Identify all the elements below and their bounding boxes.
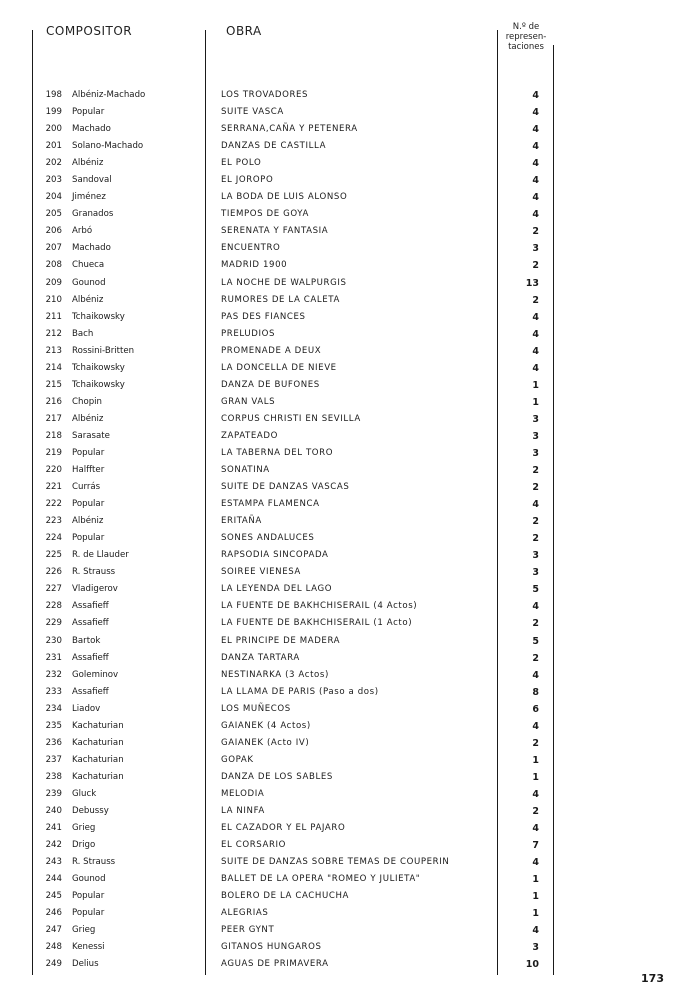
row-composer: Chopin [72, 396, 102, 407]
row-number: 219 [45, 447, 62, 458]
row-work: ENCUENTRO [221, 243, 281, 254]
row-number: 202 [45, 158, 62, 169]
row-number: 242 [45, 840, 62, 851]
row-composer: Albéniz [72, 516, 104, 527]
table-row [0, 667, 684, 684]
row-representations: 4 [532, 192, 539, 204]
row-composer: Rossini-Britten [72, 345, 135, 356]
row-representations: 4 [532, 601, 539, 613]
table-row [0, 377, 684, 394]
table-row [0, 326, 684, 343]
header-composer: COMPOSITOR [46, 24, 133, 38]
row-work: BALLET DE LA OPERA "ROMEO Y JULIETA" [221, 874, 421, 885]
row-number: 209 [45, 277, 62, 288]
row-representations: 4 [532, 362, 539, 374]
row-work: LOS MUÑECOS [221, 703, 291, 714]
row-representations: 3 [532, 413, 539, 425]
row-representations: 3 [532, 243, 539, 255]
table-row [0, 820, 684, 837]
row-work: LA FUENTE DE BAKHCHISERAIL (4 Actos) [221, 601, 418, 612]
table-row [0, 752, 684, 769]
row-number: 249 [45, 959, 62, 970]
row-composer: Machado [72, 124, 111, 135]
row-composer: Bartok [72, 635, 101, 646]
row-representations: 5 [532, 584, 539, 596]
row-number: 232 [45, 669, 62, 680]
row-work: SUITE DE DANZAS SOBRE TEMAS DE COUPERIN [221, 857, 450, 868]
row-representations: 3 [532, 942, 539, 954]
page-number: 173 [641, 972, 664, 985]
table-row [0, 479, 684, 496]
row-work: SONES ANDALUCES [221, 533, 315, 544]
row-number: 221 [45, 482, 62, 493]
table-row [0, 155, 684, 172]
row-composer: Debussy [72, 805, 109, 816]
row-number: 231 [45, 652, 62, 663]
row-representations: 4 [532, 345, 539, 357]
row-work: PRELUDIOS [221, 328, 276, 339]
row-number: 224 [45, 533, 62, 544]
row-composer: Vladigerov [72, 584, 118, 595]
table-row [0, 411, 684, 428]
row-number: 204 [45, 192, 62, 203]
row-representations: 6 [532, 703, 539, 715]
row-work: EL JOROPO [221, 175, 274, 186]
row-representations: 4 [532, 209, 539, 221]
row-number: 243 [45, 857, 62, 868]
table-row [0, 275, 684, 292]
row-number: 217 [45, 413, 62, 424]
row-representations: 4 [532, 175, 539, 187]
row-representations: 2 [532, 533, 539, 545]
row-composer: Sandoval [72, 175, 112, 186]
row-representations: 1 [532, 754, 539, 766]
header-reps-line-1: N.º de [512, 22, 540, 32]
table-row [0, 462, 684, 479]
row-number: 218 [45, 430, 62, 441]
row-composer: Popular [72, 533, 105, 544]
row-representations: 13 [525, 277, 539, 289]
row-representations: 3 [532, 430, 539, 442]
row-representations: 2 [532, 465, 539, 477]
table-row [0, 547, 684, 564]
row-number: 213 [45, 345, 62, 356]
table-row [0, 240, 684, 257]
table-row [0, 633, 684, 650]
row-composer: Grieg [72, 925, 96, 936]
row-work: CORPUS CHRISTI EN SEVILLA [221, 413, 361, 424]
row-composer: Popular [72, 891, 105, 902]
row-work: ERITAÑA [221, 516, 262, 527]
header-reps-line-2: represen- [505, 32, 547, 42]
table-row [0, 615, 684, 632]
row-number: 220 [45, 465, 62, 476]
row-work: GAIANEK (Acto IV) [221, 737, 310, 748]
row-number: 225 [45, 550, 62, 561]
row-work: LA NINFA [221, 805, 265, 816]
row-work: BOLERO DE LA CACHUCHA [221, 891, 349, 902]
table-row [0, 104, 684, 121]
row-composer: Sarasate [72, 430, 110, 441]
row-number: 199 [45, 107, 62, 118]
header-reps [498, 22, 554, 52]
table-row [0, 257, 684, 274]
header-reps-line-3: taciones [508, 42, 544, 52]
row-number: 222 [45, 499, 62, 510]
row-composer: Albéniz [72, 413, 104, 424]
row-composer: Granados [72, 209, 114, 220]
row-composer: Liadov [72, 703, 101, 714]
row-work: LA BODA DE LUIS ALONSO [221, 192, 348, 203]
row-representations: 4 [532, 107, 539, 119]
row-representations: 4 [532, 158, 539, 170]
row-representations: 5 [532, 635, 539, 647]
row-number: 212 [45, 328, 62, 339]
table-row [0, 769, 684, 786]
row-number: 223 [45, 516, 62, 527]
row-representations: 3 [532, 550, 539, 562]
header-work: OBRA [226, 24, 262, 38]
table-row [0, 121, 684, 138]
row-composer: Jiménez [72, 192, 106, 203]
row-representations: 4 [532, 90, 539, 101]
row-number: 210 [45, 294, 62, 305]
row-representations: 2 [532, 482, 539, 494]
table-row [0, 87, 684, 104]
row-number: 227 [45, 584, 62, 595]
row-number: 205 [45, 209, 62, 220]
row-composer: Popular [72, 107, 105, 118]
row-composer: Gluck [72, 788, 97, 799]
row-composer: Grieg [72, 823, 96, 834]
row-representations: 2 [532, 737, 539, 749]
row-number: 237 [45, 754, 62, 765]
row-work: EL PRINCIPE DE MADERA [221, 635, 341, 646]
row-composer: Assafieff [72, 618, 109, 629]
row-work: LA TABERNA DEL TORO [221, 447, 334, 458]
row-representations: 1 [532, 771, 539, 783]
row-composer: Solano-Machado [72, 141, 144, 152]
table-row [0, 530, 684, 547]
row-composer: Assafieff [72, 601, 109, 612]
row-number: 247 [45, 925, 62, 936]
row-representations: 1 [532, 891, 539, 903]
row-number: 236 [45, 737, 62, 748]
row-work: GITANOS HUNGAROS [221, 942, 322, 953]
row-number: 230 [45, 635, 62, 646]
row-composer: R. de Llauder [72, 550, 129, 561]
table-row [0, 718, 684, 735]
row-work: PEER GYNT [221, 925, 275, 936]
row-composer: Goleminov [72, 669, 119, 680]
table-row [0, 803, 684, 820]
table-row [0, 871, 684, 888]
row-representations: 4 [532, 925, 539, 937]
row-work: MELODIA [221, 788, 265, 799]
row-number: 214 [45, 362, 62, 373]
table-row [0, 650, 684, 667]
row-composer: Delius [72, 959, 99, 970]
row-representations: 4 [532, 857, 539, 869]
table-row [0, 564, 684, 581]
row-representations: 4 [532, 788, 539, 800]
row-work: SERENATA Y FANTASIA [221, 226, 329, 237]
row-work: GOPAK [221, 754, 254, 765]
row-representations: 1 [532, 908, 539, 920]
row-number: 239 [45, 788, 62, 799]
table-row [0, 292, 684, 309]
row-composer: Popular [72, 499, 105, 510]
table-row [0, 939, 684, 956]
row-number: 241 [45, 823, 62, 834]
row-number: 244 [45, 874, 62, 885]
row-composer: Bach [72, 328, 94, 339]
table-row [0, 581, 684, 598]
row-work: MADRID 1900 [221, 260, 288, 271]
row-composer: Chueca [72, 260, 105, 271]
table-row [0, 496, 684, 513]
row-work: PROMENADE A DEUX [221, 345, 322, 356]
row-number: 235 [45, 720, 62, 731]
row-work: EL CORSARIO [221, 840, 287, 851]
row-composer: Gounod [72, 874, 106, 885]
row-representations: 2 [532, 294, 539, 306]
row-number: 198 [45, 90, 62, 100]
row-number: 207 [45, 243, 62, 254]
row-number: 238 [45, 771, 62, 782]
row-composer: Machado [72, 243, 111, 254]
row-representations: 4 [532, 720, 539, 732]
row-representations: 1 [532, 874, 539, 886]
row-number: 203 [45, 175, 62, 186]
table-row [0, 837, 684, 854]
table-row [0, 786, 684, 803]
row-composer: Arbó [72, 226, 93, 237]
table-body [0, 87, 684, 973]
table-row [0, 598, 684, 615]
row-work: TIEMPOS DE GOYA [221, 209, 309, 220]
row-representations: 4 [532, 669, 539, 681]
row-number: 206 [45, 226, 62, 237]
row-representations: 3 [532, 567, 539, 579]
row-number: 208 [45, 260, 62, 271]
table-row [0, 394, 684, 411]
row-number: 226 [45, 567, 62, 578]
table-row [0, 309, 684, 326]
table-row [0, 956, 684, 973]
row-number: 211 [45, 311, 62, 322]
row-representations: 2 [532, 260, 539, 272]
row-work: RUMORES DE LA CALETA [221, 294, 340, 305]
table-row [0, 343, 684, 360]
row-composer: Assafieff [72, 686, 109, 697]
row-representations: 8 [532, 686, 539, 698]
row-composer: R. Strauss [72, 857, 116, 868]
row-number: 200 [45, 124, 62, 135]
row-number: 245 [45, 891, 62, 902]
row-composer: Kachaturian [72, 737, 124, 748]
row-representations: 2 [532, 226, 539, 238]
table-row [0, 922, 684, 939]
row-composer: Albéniz [72, 294, 104, 305]
row-composer: Albéniz [72, 158, 104, 169]
row-composer: Currás [72, 482, 101, 493]
row-number: 229 [45, 618, 62, 629]
row-work: ZAPATEADO [221, 430, 278, 441]
row-number: 233 [45, 686, 62, 697]
table-row [0, 888, 684, 905]
row-work: SUITE VASCA [221, 107, 284, 118]
row-number: 215 [45, 379, 62, 390]
row-number: 228 [45, 601, 62, 612]
row-representations: 4 [532, 499, 539, 511]
row-work: NESTINARKA (3 Actos) [221, 669, 329, 680]
row-representations: 4 [532, 141, 539, 153]
row-composer: Halffter [72, 465, 105, 476]
table-row [0, 854, 684, 871]
row-number: 240 [45, 805, 62, 816]
row-representations: 4 [532, 823, 539, 835]
row-number: 234 [45, 703, 62, 714]
table-row [0, 735, 684, 752]
row-work: DANZA DE BUFONES [221, 379, 320, 390]
row-work: LA DONCELLA DE NIEVE [221, 362, 337, 373]
row-composer: R. Strauss [72, 567, 116, 578]
row-composer: Kachaturian [72, 720, 124, 731]
row-composer: Tchaikowsky [72, 362, 125, 373]
row-work: PAS DES FIANCES [221, 311, 306, 322]
row-work: LA LEYENDA DEL LAGO [221, 584, 333, 595]
row-representations: 1 [532, 379, 539, 391]
row-work: RAPSODIA SINCOPADA [221, 550, 329, 561]
row-work: DANZA TARTARA [221, 652, 300, 663]
row-representations: 2 [532, 652, 539, 664]
row-representations: 4 [532, 124, 539, 136]
row-representations: 4 [532, 311, 539, 323]
row-representations: 2 [532, 618, 539, 630]
row-number: 248 [45, 942, 62, 953]
table-row [0, 206, 684, 223]
row-work: ESTAMPA FLAMENCA [221, 499, 320, 510]
table-row [0, 360, 684, 377]
row-representations: 10 [525, 959, 539, 971]
row-work: LA NOCHE DE WALPURGIS [221, 277, 347, 288]
row-composer: Albéniz-Machado [72, 90, 146, 100]
table-row [0, 428, 684, 445]
row-work: LOS TROVADORES [221, 90, 309, 100]
row-composer: Drigo [72, 840, 96, 851]
table-row [0, 138, 684, 155]
row-representations: 7 [532, 840, 539, 852]
row-work: AGUAS DE PRIMAVERA [221, 959, 329, 970]
table-row [0, 684, 684, 701]
row-composer: Assafieff [72, 652, 109, 663]
row-composer: Tchaikowsky [72, 311, 125, 322]
table-row [0, 172, 684, 189]
row-representations: 2 [532, 516, 539, 528]
table-row [0, 223, 684, 240]
table-row [0, 445, 684, 462]
row-work: DANZA DE LOS SABLES [221, 771, 333, 782]
row-composer: Kachaturian [72, 771, 124, 782]
row-representations: 4 [532, 328, 539, 340]
row-representations: 1 [532, 396, 539, 408]
row-work: SERRANA,CAÑA Y PETENERA [221, 124, 358, 135]
row-number: 246 [45, 908, 62, 919]
row-work: LA LLAMA DE PARIS (Paso a dos) [221, 686, 379, 697]
row-number: 216 [45, 396, 62, 407]
row-work: EL POLO [221, 158, 262, 169]
row-work: SUITE DE DANZAS VASCAS [221, 482, 350, 493]
row-composer: Popular [72, 908, 105, 919]
table-row [0, 701, 684, 718]
row-composer: Kenessi [72, 942, 105, 953]
row-work: SONATINA [221, 465, 270, 476]
row-work: EL CAZADOR Y EL PAJARO [221, 823, 346, 834]
row-work: DANZAS DE CASTILLA [221, 141, 327, 152]
row-work: SOIREE VIENESA [221, 567, 301, 578]
row-composer: Popular [72, 447, 105, 458]
row-representations: 3 [532, 447, 539, 459]
row-work: LA FUENTE DE BAKHCHISERAIL (1 Acto) [221, 618, 413, 629]
row-work: GRAN VALS [221, 396, 276, 407]
table-row [0, 189, 684, 206]
table-row [0, 513, 684, 530]
row-composer: Gounod [72, 277, 106, 288]
table-row [0, 905, 684, 922]
row-composer: Kachaturian [72, 754, 124, 765]
row-number: 201 [45, 141, 62, 152]
row-work: GAIANEK (4 Actos) [221, 720, 311, 731]
row-representations: 2 [532, 805, 539, 817]
row-composer: Tchaikowsky [72, 379, 125, 390]
row-work: ALEGRIAS [221, 908, 269, 919]
